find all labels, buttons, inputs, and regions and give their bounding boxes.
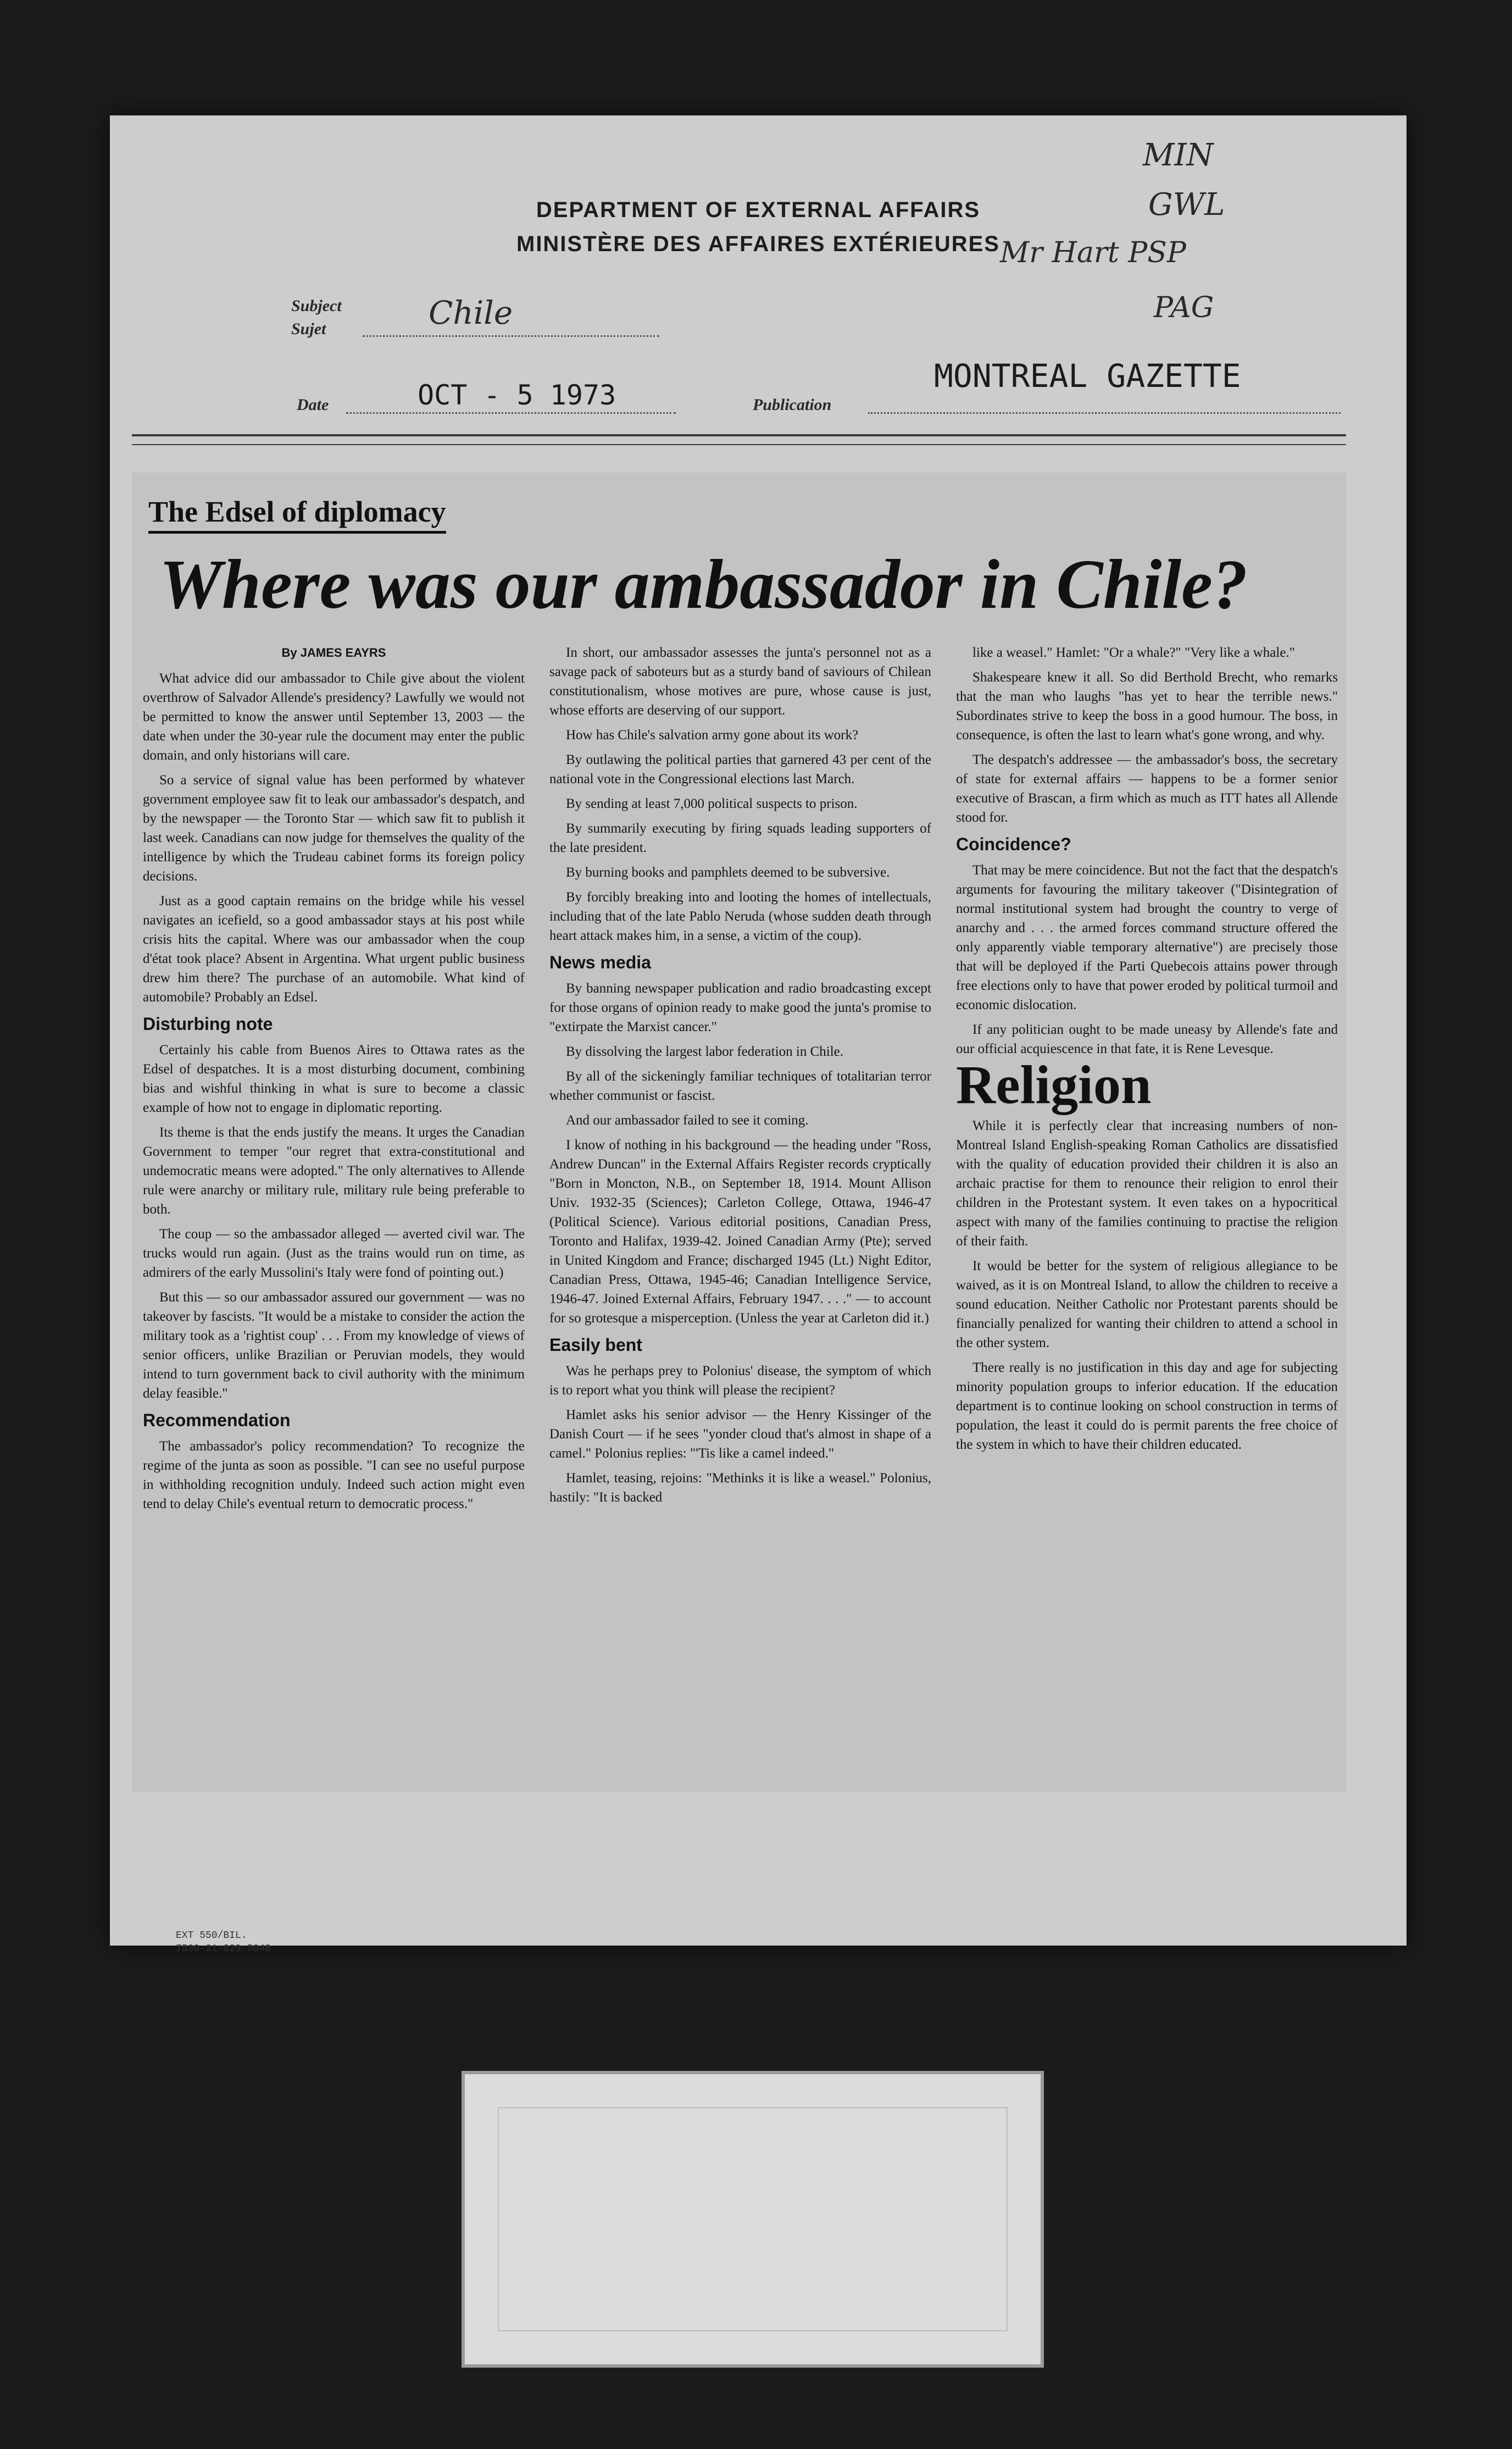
paragraph: What advice did our ambassador to Chile give about the violent overthrow of Salvador Allende's presidency? Lawfully we would not be permitted to know the answer until September 13, 2003 — the date when under the 30-year rule the document may enter the public domain, and only historians will care.	[143, 671, 525, 763]
form-code-line-2: 7530-21-029-5048	[176, 1943, 271, 1954]
paragraph: The despatch's addressee — the ambassador's boss, the secretary of state for external affairs — happens to be a former senior executive of Brascan, a firm which as much as ITT hates all Allende stood for.	[956, 752, 1338, 825]
article-byline: By JAMES EAYRS	[281, 646, 386, 660]
paragraph: If any politician ought to be made uneasy by Allende's fate and our official acquiescence in that fate, it is Rene Levesque.	[956, 1022, 1338, 1056]
paragraph: Certainly his cable from Buenos Aires to Ottawa rates as the Edsel of despatches. It is a most disturbing document, combining bias and wishful thinking in what is sure to become a classic example of how not to engage in diplomatic reporting.	[143, 1043, 525, 1115]
header-rule-thin	[132, 444, 1346, 445]
paragraph: It would be better for the system of religious allegiance to be waived, as it is on Montreal Island, to allow the children to receive a sound education. Neither Catholic nor Protestant parents should be financially penalized for wanting their children to attend a school in the other system.	[956, 1259, 1338, 1350]
paragraph: So a service of signal value has been performed by whatever government employee saw fit to leak our ambassador's despatch, and by the newspaper — the Toronto Star — which saw fit to publish it last week. Canadians can now judge for themselves the quality of the intelligence by which the Trudeau cabinet forms its foreign policy decisions.	[143, 773, 525, 884]
paragraph: That may be mere coincidence. But not the fact that the despatch's arguments for favouring the military takeover ("Disintegration of normal institutional system had brought the country to verge of anarchy and . . . the armed forces command structure offered the only apparently viable temporary alternative") are precisely those that will be deployed if the Parti Quebecois attains power through free elections only to have that power eroded by political turmoil and economic dislocation.	[956, 863, 1338, 1012]
paragraph: Shakespeare knew it all. So did Berthold Brecht, who remarks that the man who laughs "has yet to hear the terrible news." Subordinates strive to keep the boss in a good humour. The boss, in consequence, is often the last to learn what's gone wrong, and why.	[956, 670, 1338, 743]
paragraph: By dissolving the largest labor federation in Chile.	[566, 1044, 844, 1059]
sujet-label: Sujet	[291, 320, 326, 338]
paragraph: Was he perhaps prey to Polonius' disease, the symptom of which is to report what you think will please the recipient?	[549, 1364, 931, 1398]
paragraph: I know of nothing in his background — the heading under "Ross, Andrew Duncan" in the External Affairs Register records cryptically "Born in Moncton, N.B., on September 18, 1914. Mount Allison Univ. 1932-35 (Sciences); Carleton College, Ottawa, 1946-47 (Political Science). Various editorial positions, Canadian Press, Toronto and Halifax, 1939-42. Joined Canadian Army (Pte); served in United Kingdom and France; discharged 1945 (Lt.) Night Editor, Canadian Press, Ottawa, 1945-46; Canadian Intelligence Service, 1946-47. Joined External Affairs, February 1947. . . ." — to account for so grotesque a misperception. (Unless the year at Carleton did it.)	[549, 1138, 931, 1326]
subhead-news-media: News media	[549, 952, 651, 972]
department-title-fr: MINISTÈRE DES AFFAIRES EXTÉRIEURES	[516, 232, 1000, 256]
blank-index-card	[462, 2071, 1044, 2368]
paragraph: Hamlet asks his senior advisor — the Henry Kissinger of the Danish Court — if he sees "yonder cloud that's almost in shape of a camel." Polonius replies: "'Tis like a camel indeed."	[549, 1408, 931, 1461]
routing-pag: PAG	[1154, 291, 1214, 324]
subject-label: Subject	[291, 297, 342, 315]
card-border	[498, 2107, 1008, 2331]
paragraph: How has Chile's salvation army gone about its work?	[566, 728, 859, 743]
paragraph: By summarily executing by firing squads leading supporters of the late president.	[549, 821, 931, 855]
paragraph: While it is perfectly clear that increasing numbers of non-Montreal Island English-speaking Roman Catholics are dissatisfied with the quality of education provided their children it is also an archaic practise for them to renounce their religion to enrol their children in the Protestant system. It even takes on a hypocritical aspect with many of the families continuing to practise the religion of their faith.	[956, 1118, 1338, 1249]
paragraph: The ambassador's policy recommendation? To recognize the regime of the junta as soon as possible. "I can see no useful purpose in withholding recognition unduly. Indeed such action might even tend to delay Chile's eventual return to democratic process."	[143, 1439, 525, 1511]
subject-line	[363, 335, 659, 337]
subject-value: Chile	[429, 294, 513, 331]
article-column-1	[143, 643, 525, 1519]
article-kicker: The Edsel of diplomacy	[148, 495, 446, 534]
article-headline: Where was our ambassador in Chile?	[159, 545, 1248, 623]
paragraph: In short, our ambassador assesses the junta's personnel not as a savage pack of saboteurs but as a sturdy band of saviours of Chilean constitutionalism, whose motives are pure, whose cause is just, whose efforts are deserving of our support.	[549, 645, 931, 718]
paragraph: By banning newspaper publication and radio broadcasting except for those organs of opinion ready to make good the junta's promise to "extirpate the Marxist cancer."	[549, 981, 931, 1034]
form-code	[176, 1929, 271, 1955]
publication-stamp: MONTREAL GAZETTE	[934, 357, 1241, 395]
paragraph: By sending at least 7,000 political suspects to prison.	[566, 796, 858, 811]
header-rule	[132, 434, 1346, 436]
paragraph: And our ambassador failed to see it coming.	[566, 1113, 809, 1128]
paragraph: Hamlet, teasing, rejoins: "Methinks it is like a weasel." Polonius, hastily: "It is backed	[549, 1471, 931, 1505]
paragraph: like a weasel." Hamlet: "Or a whale?" "Very like a whale."	[972, 645, 1295, 660]
paragraph: The coup — so the ambassador alleged — averted civil war. The trucks would run again. (Just as the trains would run on time, as admirers of the early Mussolini's Italy were fond of pointing out.)	[143, 1227, 525, 1280]
subhead-easily-bent: Easily bent	[549, 1335, 642, 1355]
paragraph: Its theme is that the ends justify the means. It urges the Canadian Government to temper "our regret that extra-constitutional and undemocratic means were adopted." The only alternatives to Allende rule were anarchy or military rule, military rule being preferable to both.	[143, 1125, 525, 1217]
paragraph: By all of the sickeningly familiar techniques of totalitarian terror whether communist or fascist.	[549, 1069, 931, 1103]
date-stamp: OCT - 5 1973	[418, 379, 616, 411]
routing-hart: Mr Hart PSP	[1000, 236, 1186, 269]
routing-gwl: GWL	[1148, 187, 1225, 223]
article-column-2	[549, 643, 931, 1512]
paragraph: Just as a good captain remains on the bridge while his vessel navigates an icefield, so a good ambassador stays at his post while crisis hits the capital. Where was our ambassador when the coup d'état took place? Absent in Argentina. What urgent public business drew him there? The purchase of an automobile. What kind of automobile? Probably an Edsel.	[143, 894, 525, 1005]
department-title-en: DEPARTMENT OF EXTERNAL AFFAIRS	[536, 198, 981, 222]
subhead-coincidence: Coincidence?	[956, 834, 1071, 854]
paragraph: By forcibly breaking into and looting the homes of intellectuals, including that of the late Pablo Neruda (whose sudden death through heart attack makes him, in a sense, a victim of the coup).	[549, 890, 931, 943]
subhead-recommendation: Recommendation	[143, 1410, 291, 1430]
routing-min: MIN	[1143, 137, 1214, 173]
date-label: Date	[297, 396, 329, 414]
paragraph: By outlawing the political parties that garnered 43 per cent of the national vote in the Congressional elections last March.	[549, 752, 931, 786]
clipping-form-sheet	[110, 115, 1407, 1954]
date-line	[346, 412, 676, 414]
subhead-disturbing-note: Disturbing note	[143, 1014, 273, 1034]
publication-label: Publication	[753, 396, 832, 414]
paragraph: But this — so our ambassador assured our government — was no takeover by fascists. "It would be a mistake to consider the action the military took as a 'rightist coup' . . . From my knowledge of views of senior officers, unlike Brazilian or Peruvian models, they would intend to turn government back to civil authority with the minimum delay feasible."	[143, 1290, 525, 1401]
paragraph: By burning books and pamphlets deemed to be subversive.	[566, 865, 890, 880]
publication-line	[868, 412, 1341, 414]
article-column-3	[956, 643, 1338, 1460]
form-code-line-1: EXT 550/BIL.	[176, 1930, 247, 1941]
religion-heading: Religion	[956, 1054, 1152, 1115]
paragraph: There really is no justification in this day and age for subjecting minority population groups to inferior education. If the education department is to continue looking on school construction in terms of population, the least it could do is permit parents the free choice of the system in which to have their children educated.	[956, 1360, 1338, 1452]
